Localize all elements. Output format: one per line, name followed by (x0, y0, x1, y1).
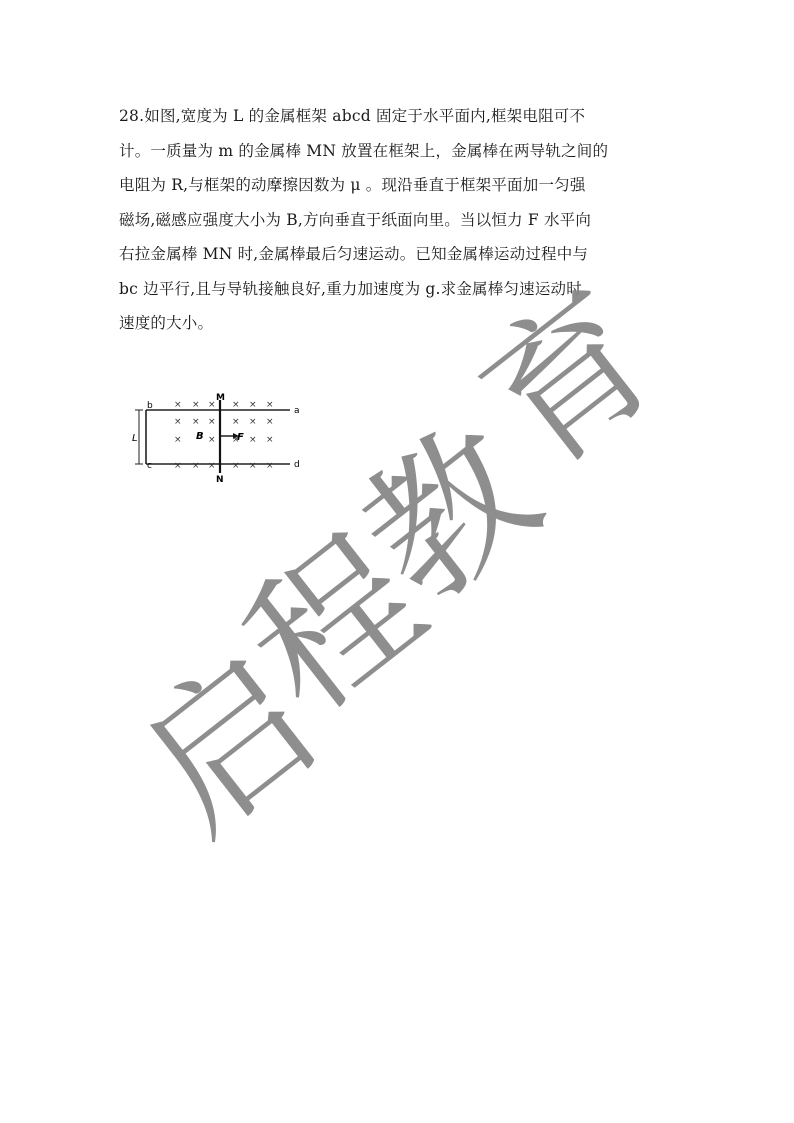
watermark-char-2: 程 (214, 501, 456, 748)
field-cross: × (192, 417, 200, 427)
field-cross: × (174, 435, 182, 445)
rail-diagram (118, 388, 308, 484)
label-d: d (294, 460, 300, 470)
question-line-4: 磁场,磁感应强度大小为 B,方向垂直于纸面向里。当以恒力 F 水平向 (119, 210, 592, 229)
watermark-char-4: 育 (449, 256, 691, 503)
question-line-7: 速度的大小。 (119, 314, 214, 332)
label-B: B (196, 431, 204, 442)
field-cross: × (266, 400, 274, 410)
field-cross: × (249, 400, 257, 410)
field-cross: × (208, 417, 216, 427)
question-line-3: 电阻为 R,与框架的动摩擦因数为 μ 。现沿垂直于框架平面加一匀强 (119, 176, 586, 194)
label-N: N (216, 475, 224, 484)
watermark-char-1: 启 (109, 621, 351, 868)
field-cross: × (249, 461, 257, 471)
question-line-5: 右拉金属棒 MN 时,金属棒最后匀速运动。已知金属棒运动过程中与 (119, 245, 589, 263)
field-cross: × (174, 400, 182, 410)
field-cross: × (174, 461, 182, 471)
field-cross: × (232, 461, 240, 471)
label-a: a (294, 406, 300, 416)
question-line-6: bc 边平行,且与导轨接触良好,重力加速度为 g.求金属棒匀速运动时 (119, 279, 582, 298)
field-cross: × (208, 435, 216, 445)
field-cross: × (192, 461, 200, 471)
field-cross: × (266, 461, 274, 471)
field-cross: × (232, 435, 240, 445)
field-cross: × (249, 417, 257, 427)
field-cross: × (232, 400, 240, 410)
circuit-figure (118, 388, 308, 484)
question-text (119, 104, 679, 346)
field-cross: × (249, 435, 257, 445)
question-line-1: 28.如图,宽度为 L 的金属框架 abcd 固定于水平面内,框架电阻可不 (119, 107, 586, 125)
field-cross: × (232, 417, 240, 427)
label-c: c (147, 461, 152, 471)
field-cross: × (266, 435, 274, 445)
field-cross: × (192, 400, 200, 410)
field-cross: × (266, 417, 274, 427)
field-cross: × (174, 417, 182, 427)
field-cross: × (208, 400, 216, 410)
question-line-2: 计。一质量为 m 的金属棒 MN 放置在框架上，金属棒在两导轨之间的 (119, 141, 609, 160)
label-b: b (147, 401, 153, 411)
label-M: M (216, 393, 225, 403)
label-L: L (132, 433, 138, 444)
field-cross: × (208, 461, 216, 471)
label-F: F (237, 432, 244, 443)
watermark-char-3: 教 (329, 391, 571, 638)
